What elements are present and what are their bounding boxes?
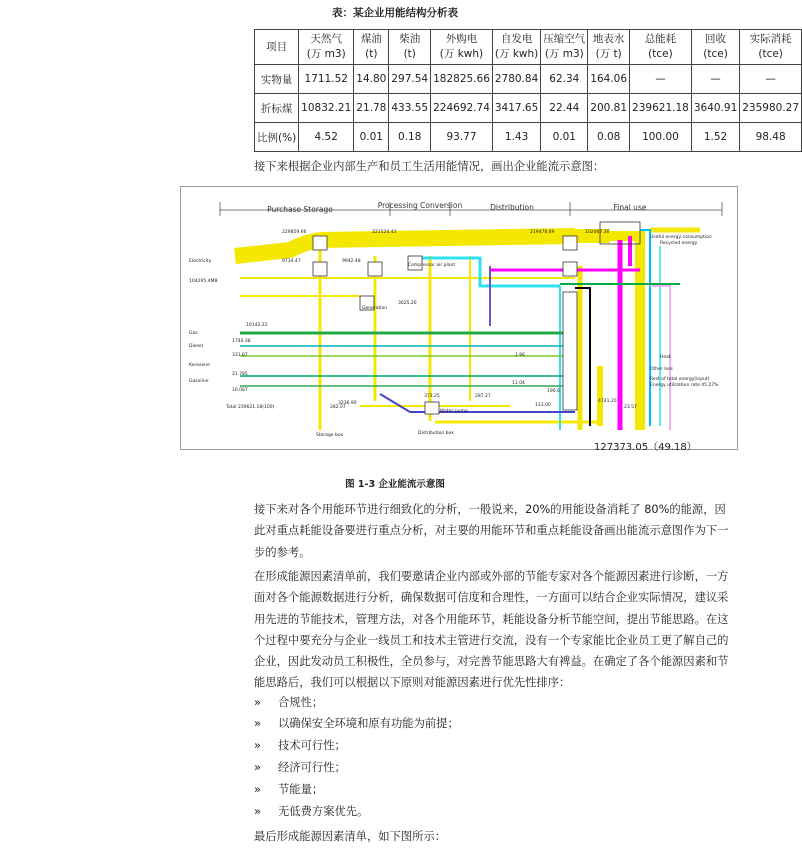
bullet-marker: »	[254, 696, 261, 709]
flow-value: 373.25	[424, 394, 440, 399]
node-label: Storage box	[316, 433, 344, 438]
stage-label: Final use	[613, 203, 647, 212]
table-header-row	[255, 30, 802, 65]
table-cell: 224692.74	[431, 94, 493, 123]
table-cell: 100.00	[630, 123, 692, 152]
table-cell: 21.78	[354, 94, 389, 123]
input-label: Kerosene	[189, 363, 210, 368]
header-cell: 柴油 (t)	[389, 30, 431, 65]
list-item: » 技术可行性；	[254, 739, 346, 752]
table-row	[255, 94, 802, 123]
bullet-marker: »	[254, 717, 261, 730]
header-cell: 天然气 (万 m3)	[299, 30, 354, 65]
flow-value: 282.07	[330, 405, 346, 410]
table-cell: 10832.21	[299, 94, 354, 123]
list-item: » 以确保安全环境和原有功能为前提；	[254, 717, 459, 730]
list-item: » 节能量；	[254, 783, 324, 796]
flow-value: 16.087	[232, 388, 248, 393]
stage-label: Purchase Storage	[267, 205, 333, 214]
table-cell: —	[630, 65, 692, 94]
table-cell: 0.01	[541, 123, 588, 152]
legend-label: Heat	[660, 355, 671, 360]
node-box	[313, 236, 327, 250]
flow-value: 3625.20	[398, 301, 417, 306]
node-label: Useful energy consumption	[650, 235, 712, 240]
node-label: Recycled energy	[660, 241, 698, 246]
final-use-value: 127373.05（49.18）	[594, 442, 697, 453]
table-cell: 164.06	[588, 65, 630, 94]
stage-label: Distribution	[490, 203, 534, 212]
table-cell: 22.44	[541, 94, 588, 123]
table-cell: 4.52	[299, 123, 354, 152]
closing-text: 最后形成能源因素清单，如下图所示：	[254, 830, 447, 843]
node-box	[425, 402, 439, 414]
flow-value: 221524.43	[372, 230, 397, 235]
legend-label: Rest of total energy(input)	[650, 377, 710, 382]
header-cell: 自发电 (万 kwh)	[492, 30, 540, 65]
table-cell: 93.77	[431, 123, 493, 152]
table-cell: 239621.18	[630, 94, 692, 123]
flow-value: 10142.31	[246, 323, 268, 328]
header-cell: 煤油 (t)	[354, 30, 389, 65]
bullet-marker: »	[254, 739, 261, 752]
table-cell: 62.34	[541, 65, 588, 94]
table-cell: 182825.66	[431, 65, 493, 94]
list-item: » 经济可行性；	[254, 761, 346, 774]
energy-flow-diagram	[180, 186, 738, 450]
energy-structure-table	[254, 29, 802, 152]
flow-value: 4741.20	[598, 399, 617, 404]
table-row	[255, 123, 802, 152]
table-cell: 2780.84	[492, 65, 540, 94]
input-label: Gasoline	[189, 379, 209, 384]
node-label: Compressor air plant	[408, 263, 456, 268]
flow-value: 219478.69	[530, 230, 555, 235]
header-cell: 外购电 (万 kwh)	[431, 30, 493, 65]
table-cell: 0.08	[588, 123, 630, 152]
node-label: Water pump	[440, 409, 468, 414]
table-cell: 3417.65	[492, 94, 540, 123]
paragraph: 在形成能源因素清单前，我们要邀请企业内部或外部的节能专家对各个能源因素进行诊断，一方面对各个能源数据进行分析，确保数据可信度和合理性，一方面可以结合企业实际情况，建议采用先进的节能技术，管理方法，对各个用能环节，耗能设备分析节能空间，提出节能思路。在这个过程中要充分与企业一线员工和技术主管进行交流，没有一个专家能比企业员工更了解自己的企业，因此发动员工积极性，全员参与，对完善节能思路大有裨益。在确定了各个能源因素和节能思路后，我们可以根据以下原则对能源因素进行优先性排序：	[254, 570, 729, 690]
list-item: » 无低费方案优先。	[254, 805, 369, 818]
flow-value: 1.96	[515, 353, 526, 358]
table-row	[255, 65, 802, 94]
table-cell: 235980.27	[740, 94, 802, 123]
header-cell: 回收 (tce)	[691, 30, 739, 65]
input-label: Diesel	[189, 344, 203, 349]
input-label: 104295.4MB	[189, 279, 218, 284]
node-label: Generation	[362, 306, 388, 311]
flow-value: 3236.90	[338, 401, 357, 406]
node-box	[563, 262, 577, 276]
header-cell: 项目	[255, 30, 299, 65]
flow-value: 331.87	[232, 353, 248, 358]
header-cell: 压缩空气 (万 m3)	[541, 30, 588, 65]
node-box	[563, 292, 577, 410]
table-cell: 1.43	[492, 123, 540, 152]
node-box	[563, 236, 577, 250]
row-label: 实物量	[255, 65, 299, 94]
list-item: » 合规性；	[254, 696, 324, 709]
input-label: Electricity	[189, 259, 212, 264]
stage-label: Processing Conversion	[377, 201, 463, 210]
flow-value: 9734.47	[282, 259, 301, 264]
table-cell: 297.54	[389, 65, 431, 94]
intro-text: 接下来根据企业内部生产和员工生活用能情况，画出企业能流示意图：	[254, 160, 605, 173]
node-box	[313, 262, 327, 276]
flow-value: 1740.38	[232, 339, 251, 344]
table-cell: 433.55	[389, 94, 431, 123]
flow-value: 229859.66	[282, 230, 307, 235]
flow-value: 287.27	[475, 394, 491, 399]
table-cell: 3640.91	[691, 94, 739, 123]
table-cell: 1711.52	[299, 65, 354, 94]
table-cell: 0.18	[389, 123, 431, 152]
table-cell: 0.01	[354, 123, 389, 152]
figure-caption: 图 1-3 企业能流示意图	[345, 479, 445, 490]
table-cell: 1.52	[691, 123, 739, 152]
node-label: Distribution box	[418, 431, 454, 436]
flow-value: 11.04	[512, 381, 525, 386]
flow-value: 23.57	[624, 405, 637, 410]
bullet-marker: »	[254, 761, 261, 774]
node-box	[368, 262, 382, 276]
table-title: 表：某企业用能结构分析表	[332, 7, 458, 19]
flow-value: 196.6	[547, 389, 560, 394]
table-cell: —	[740, 65, 802, 94]
bullet-marker: »	[254, 805, 261, 818]
flow-value: 21.785	[232, 372, 248, 377]
table-cell: 14.80	[354, 65, 389, 94]
flow-value: 102067.36	[585, 230, 610, 235]
header-cell: 地表水 (万 t)	[588, 30, 630, 65]
legend-label: Energy utilization rate 45.27%	[650, 383, 719, 388]
input-label: Gas	[189, 331, 198, 336]
header-cell: 总能耗 (tce)	[630, 30, 692, 65]
table-cell: 98.48	[740, 123, 802, 152]
bullet-marker: »	[254, 783, 261, 796]
row-label: 比例(%)	[255, 123, 299, 152]
table-cell: 200.81	[588, 94, 630, 123]
input-label: Total 239621.18(100)	[226, 405, 275, 410]
table-cell: —	[691, 65, 739, 94]
flow-value: 113.00	[535, 403, 551, 408]
header-cell: 实际消耗 (tce)	[740, 30, 802, 65]
row-label: 折标煤	[255, 94, 299, 123]
paragraph: 接下来对各个用能环节进行细致化的分析，一般说来，20%的用能设备消耗了 80%的能源，因此对重点耗能设备要进行重点分析，对主要的用能环节和重点耗能设备画出能流示意图作为下一步的参考。	[254, 503, 729, 559]
legend-label: Other loss	[650, 367, 673, 372]
flow-value: 9942.48	[342, 259, 361, 264]
